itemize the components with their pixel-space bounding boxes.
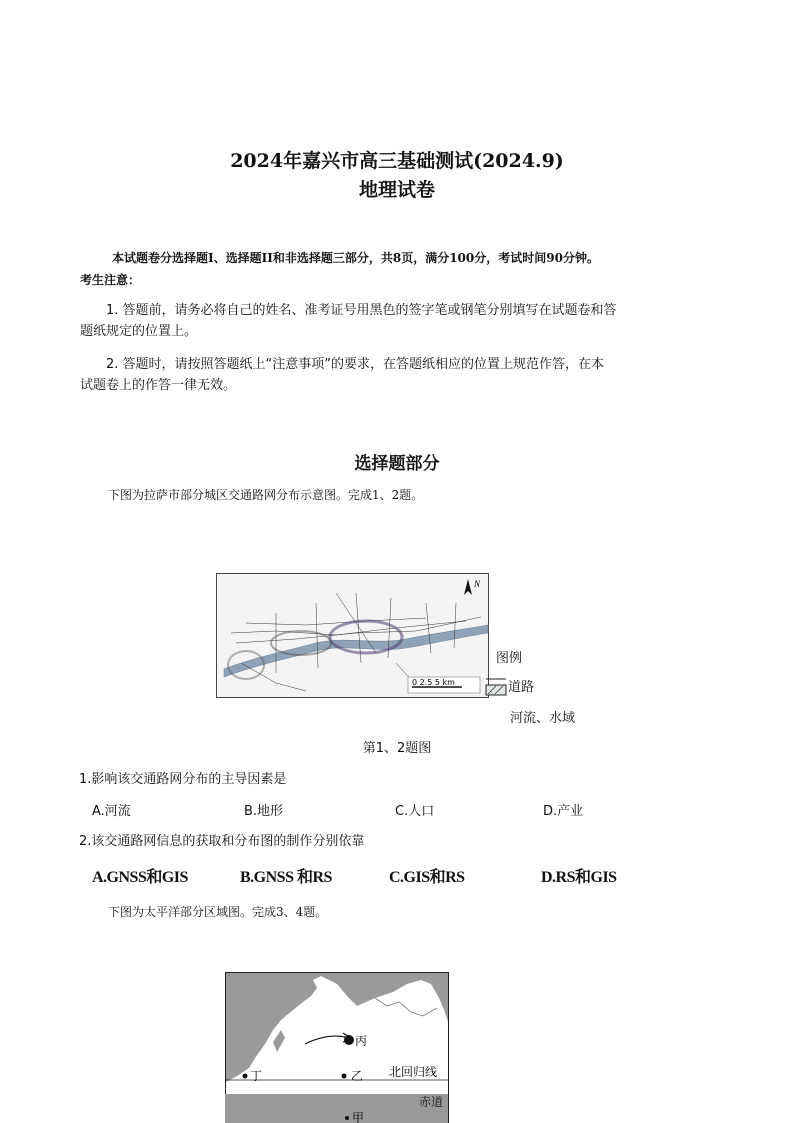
intro-note-heading: 考生注意： xyxy=(80,273,141,287)
question-2-stem: 2.该交通路网信息的获取和分布图的制作分别依靠 xyxy=(79,834,365,849)
figure-caption: 第1、2题图 xyxy=(362,741,432,756)
note-2-line-2: 试题卷上的作答一律无效。 xyxy=(80,378,237,393)
legend-road-label: 道路 xyxy=(508,680,535,695)
lhasa-road-map xyxy=(216,573,508,699)
question-2-option-a: A.GNSS和GIS xyxy=(92,869,188,886)
section-title: 选择题部分 xyxy=(354,454,440,474)
question-2-option-b: B.GNSS 和RS xyxy=(240,869,332,886)
label-tropic: 北回归线 xyxy=(389,1065,438,1079)
intro-paragraph xyxy=(80,247,720,291)
scale-bar-label: 0 2.5 5 km xyxy=(412,678,455,687)
lead-q1-2: 下图为拉萨市部分城区交通路网分布示意图。完成1、2题。 xyxy=(108,488,424,502)
question-1-option-d: D.产业 xyxy=(543,804,584,819)
north-arrow-label: N xyxy=(474,579,481,589)
intro-line: 本试题卷分选择题I、选择题II和非选择题三部分，共8页，满分100分，考试时间90分钟。 xyxy=(112,251,599,265)
pacific-region-map xyxy=(225,972,451,1123)
exam-subject: 地理试卷 xyxy=(358,179,435,201)
legend-symbols xyxy=(484,676,510,698)
note-2 xyxy=(80,354,720,396)
legend-water-label: 河流、水域 xyxy=(510,711,576,726)
label-equator: 赤道 xyxy=(419,1095,444,1109)
label-yi: 乙 xyxy=(351,1069,364,1083)
question-1-option-a: A.河流 xyxy=(92,804,131,819)
label-bing: 丙 xyxy=(355,1034,368,1048)
point-jia xyxy=(345,1116,349,1120)
note-1-line-1: 1. 答题前，请务必将自己的姓名、准考证号用黑色的签字笔或钢笔分别填写在试题卷和答 xyxy=(106,303,617,318)
note-2-line-1: 2. 答题时，请按照答题纸上“注意事项”的要求，在答题纸相应的位置上规范作答，在本 xyxy=(106,357,605,372)
label-ding: 丁 xyxy=(250,1069,263,1083)
question-1-option-c: C.人口 xyxy=(395,804,435,819)
question-1-stem: 1.影响该交通路网分布的主导因素是 xyxy=(79,772,287,787)
point-ding xyxy=(243,1074,248,1079)
label-jia: 甲 xyxy=(352,1111,365,1123)
exam-title: 2024年嘉兴市高三基础测试(2024.9) xyxy=(230,150,564,172)
note-1-line-2: 题纸规定的位置上。 xyxy=(80,324,198,339)
note-1 xyxy=(80,300,720,342)
point-yi xyxy=(342,1074,347,1079)
lead-q3-4: 下图为太平洋部分区域图。完成3、4题。 xyxy=(108,905,328,919)
point-bing xyxy=(344,1035,354,1045)
question-1-option-b: B.地形 xyxy=(244,804,284,819)
legend-title: 图例 xyxy=(496,651,523,666)
question-2-option-c: C.GIS和RS xyxy=(389,869,465,886)
question-2-option-d: D.RS和GIS xyxy=(541,869,617,886)
